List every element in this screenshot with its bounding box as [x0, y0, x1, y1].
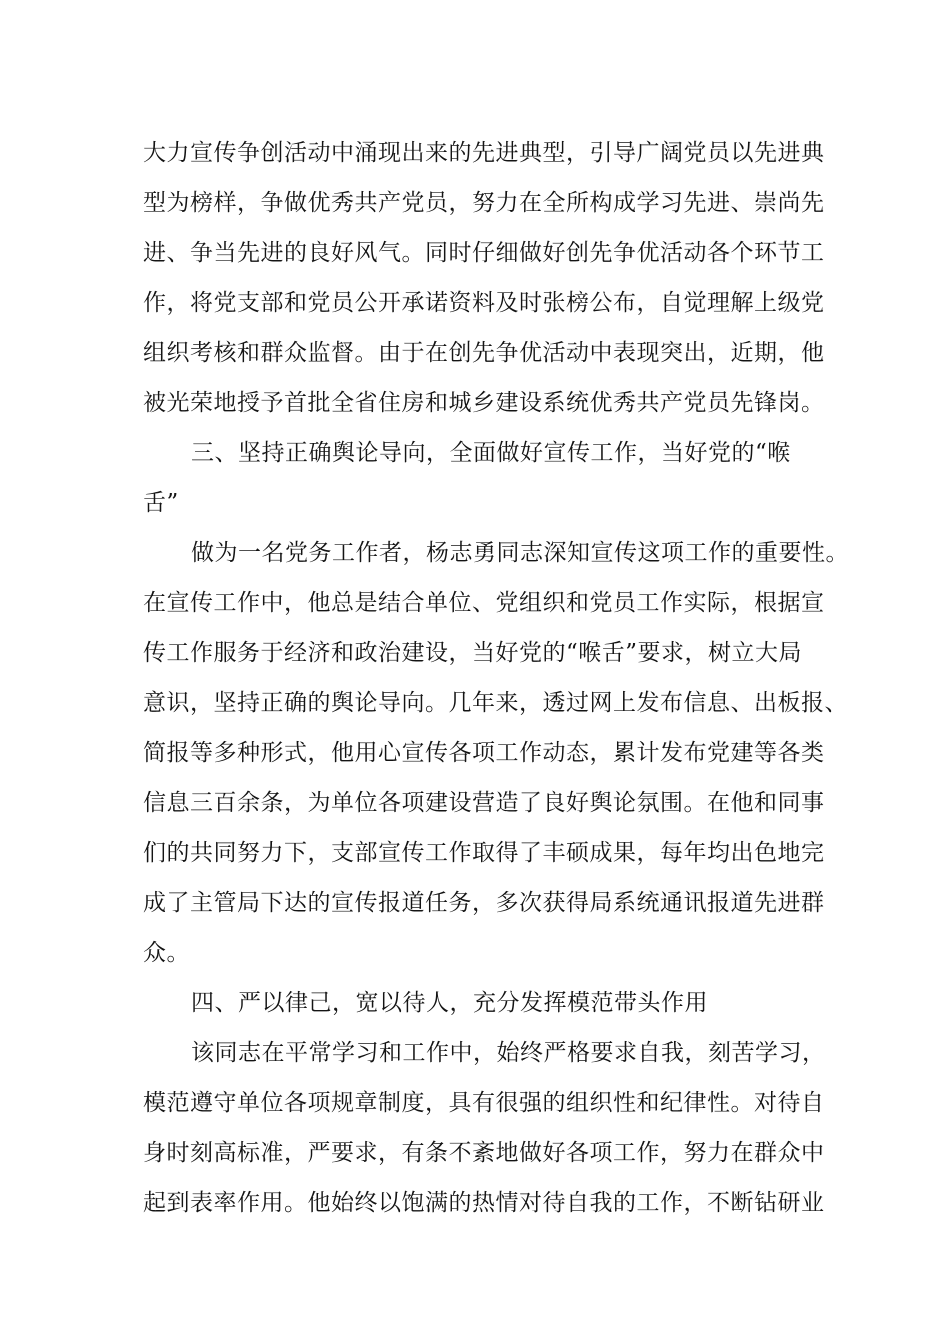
- text-line: 进、争当先进的良好风气。同时仔细做好创先争优活动各个环节工: [143, 240, 825, 266]
- section-heading-3-continued: 舌”: [143, 490, 179, 516]
- text-line: 做为一名党务工作者，杨志勇同志深知宣传这项工作的重要性。: [191, 540, 849, 566]
- text-line: 简报等多种形式，他用心宣传各项工作动态，累计发布党建等各类: [143, 740, 825, 766]
- text-line: 起到表率作用。他始终以饱满的热情对待自我的工作，不断钻研业: [143, 1190, 825, 1216]
- text-line: 传工作服务于经济和政治建设，当好党的“喉舌”要求，树立大局: [143, 640, 803, 666]
- text-line: 成了主管局下达的宣传报道任务，多次获得局系统通讯报道先进群: [143, 890, 825, 916]
- text-line: 模范遵守单位各项规章制度，具有很强的组织性和纪律性。对待自: [143, 1090, 825, 1116]
- text-line: 众。: [143, 940, 190, 966]
- text-line: 被光荣地授予首批全省住房和城乡建设系统优秀共产党员先锋岗。: [143, 390, 825, 416]
- text-line: 型为榜样，争做优秀共产党员，努力在全所构成学习先进、崇尚先: [143, 190, 825, 216]
- text-line: 该同志在平常学习和工作中，始终严格要求自我，刻苦学习，: [191, 1040, 826, 1066]
- section-heading-4: 四、严以律己，宽以待人，充分发挥模范带头作用: [191, 990, 708, 1016]
- text-line: 信息三百余条，为单位各项建设营造了良好舆论氛围。在他和同事: [143, 790, 825, 816]
- text-line: 身时刻高标准，严要求，有条不紊地做好各项工作，努力在群众中: [143, 1140, 825, 1166]
- section-heading-3: 三、坚持正确舆论导向，全面做好宣传工作，当好党的“喉: [191, 440, 791, 466]
- text-line: 意识，坚持正确的舆论导向。几年来，透过网上发布信息、出板报、: [143, 690, 848, 716]
- text-line: 在宣传工作中，他总是结合单位、党组织和党员工作实际，根据宣: [143, 590, 825, 616]
- text-line: 大力宣传争创活动中涌现出来的先进典型，引导广阔党员以先进典: [143, 140, 825, 166]
- text-line: 们的共同努力下，支部宣传工作取得了丰硕成果，每年均出色地完: [143, 840, 825, 866]
- text-line: 作，将党支部和党员公开承诺资料及时张榜公布，自觉理解上级党: [143, 290, 825, 316]
- text-line: 组织考核和群众监督。由于在创先争优活动中表现突出，近期，他: [143, 340, 825, 366]
